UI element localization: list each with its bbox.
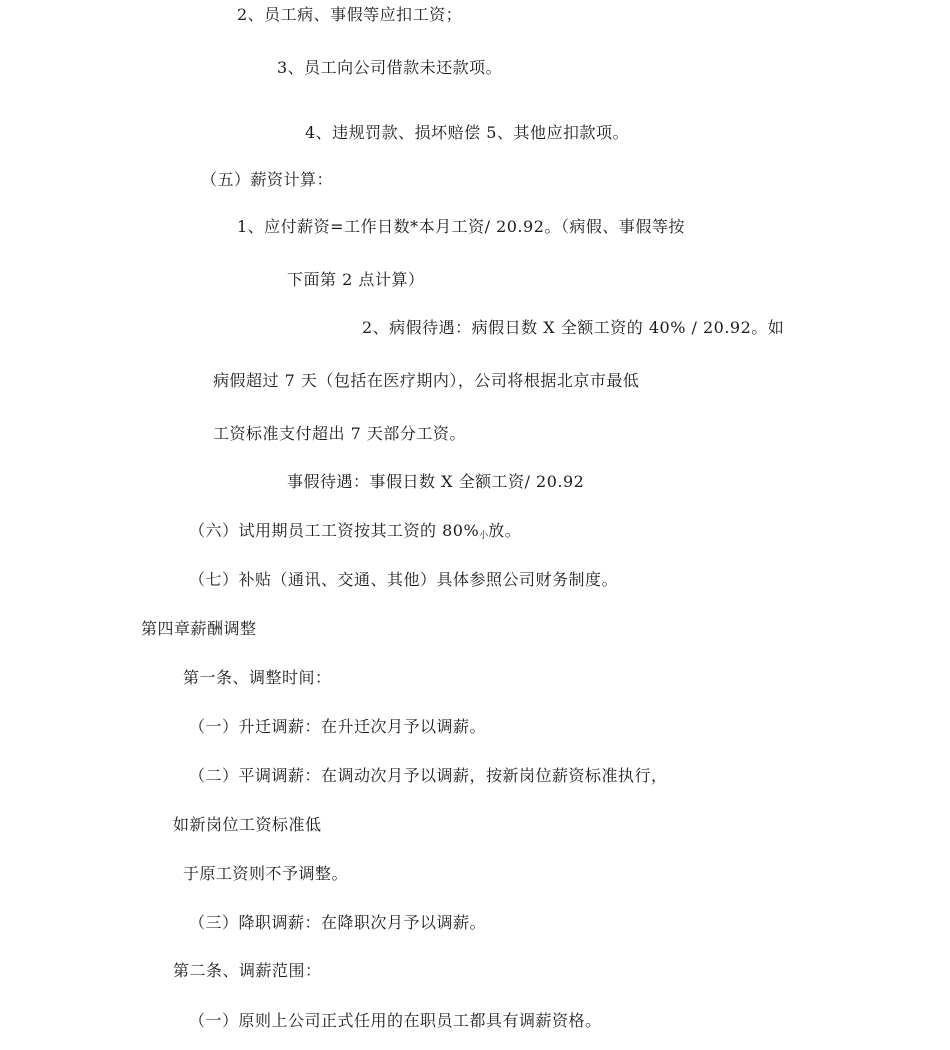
calc-item-1: 1、应付薪资=工作日数*本月工资/ 20.92。（病假、事假等按: [237, 217, 685, 236]
chapter-title: 第四章薪酬调整: [141, 619, 257, 638]
calc-item-2-cont-1: 病假超过 7 天（包括在医疗期内），公司将根据北京市最低: [213, 371, 640, 390]
calc-item-2-cont-2: 工资标准支付超出 7 天部分工资。: [213, 424, 466, 443]
probation-pay-small-char: 小: [479, 531, 489, 541]
probation-pay-text: （六）试用期员工工资按其工资的 80%: [189, 521, 480, 540]
scope-item-1: （一）原则上公司正式任用的在职员工都具有调薪资格。: [189, 1011, 602, 1030]
adjust-item-promotion: （一）升迁调薪：在升迁次月予以调薪。: [189, 717, 487, 736]
section-probation-pay: [189, 520, 521, 547]
adjust-item-demotion: （三）降职调薪：在降职次月予以调薪。: [189, 913, 487, 932]
adjust-item-transfer: （二）平调调薪：在调动次月予以调薪，按新岗位薪资标准执行，: [189, 766, 668, 785]
personal-leave-pay: 事假待遇：事假日数 X 全额工资/ 20.92: [287, 472, 585, 491]
deduction-item-4-5: 4、违规罚款、损坏赔偿 5、其他应扣款项。: [305, 123, 629, 142]
adjust-item-transfer-cont-1: 如新岗位工资标准低: [173, 815, 322, 834]
calc-item-2: 2、病假待遇：病假日数 X 全额工资的 40% / 20.92。如: [362, 318, 785, 337]
probation-pay-suffix: 放。: [488, 521, 522, 540]
calc-item-1-cont: 下面第 2 点计算）: [287, 270, 425, 289]
section-allowance: （七）补贴（通讯、交通、其他）具体参照公司财务制度。: [189, 570, 619, 589]
deduction-item-3: 3、员工向公司借款未还款项。: [277, 58, 503, 77]
article-2-title: 第二条、调薪范围：: [173, 961, 322, 980]
deduction-item-2: 2、员工病、事假等应扣工资；: [237, 5, 463, 24]
article-1-title: 第一条、调整时间：: [183, 668, 332, 687]
adjust-item-transfer-cont-2: 于原工资则不予调整。: [183, 864, 349, 883]
section-salary-calculation: （五）薪资计算：: [201, 170, 334, 189]
